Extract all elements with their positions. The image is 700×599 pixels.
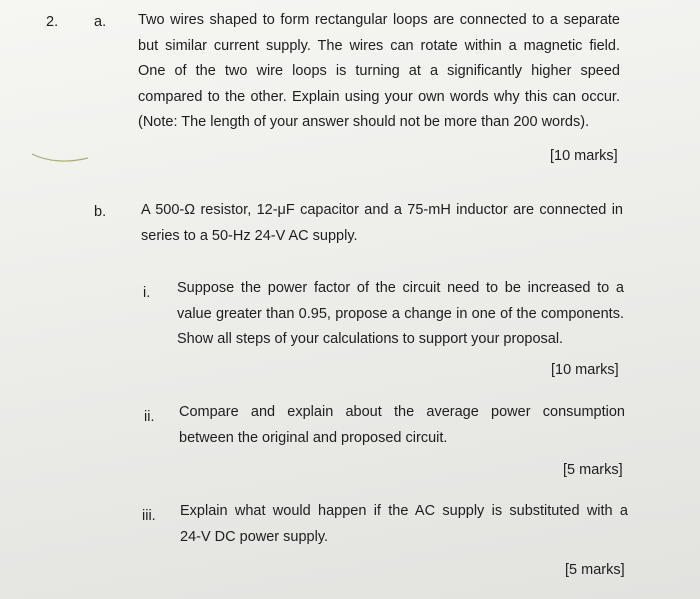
part-a-line: but similar current supply. The wires can rotate within a magnetic field.: [138, 37, 620, 54]
part-b-iii-text: [180, 499, 628, 550]
part-a-text: [138, 8, 620, 136]
part-a-line: One of the two wire loops is turning at a significantly higher speed: [138, 63, 620, 80]
part-a-line: compared to the other. Explain using your own words why this can occur.: [138, 88, 620, 105]
part-b-ii-marks: [5 marks]: [563, 462, 623, 478]
part-b-i-line: Show all steps of your calculations to support your proposal.: [177, 331, 564, 348]
part-b-ii-line: Compare and explain about the average power consumption: [179, 404, 625, 420]
part-b-line: series to a 50-Hz 24-V AC supply.: [141, 227, 358, 244]
part-b-text: [141, 198, 623, 249]
part-a-line: (Note: The length of your answer should not be more than 200 words).: [138, 114, 590, 131]
part-b-i-text: [177, 276, 624, 353]
part-b-iii-line: 24-V DC power supply.: [180, 528, 329, 545]
part-b-i-label: i.: [143, 285, 151, 301]
part-b-iii-label: iii.: [142, 508, 156, 524]
part-b-i-marks: [10 marks]: [551, 362, 619, 378]
part-b-ii-label: ii.: [144, 409, 155, 425]
part-a-label: a.: [94, 14, 107, 30]
part-b-i-line: value greater than 0.95, propose a change in one of the components.: [177, 305, 624, 322]
pen-mark: [30, 150, 90, 164]
part-b-iii-marks: [5 marks]: [565, 562, 625, 578]
part-b-iii-line: Explain what would happen if the AC supply is substituted with a: [180, 503, 628, 519]
part-b-i-line: Suppose the power factor of the circuit need to be increased to a: [177, 280, 624, 296]
question-number: 2.: [46, 14, 59, 30]
part-b-label: b.: [94, 204, 107, 220]
part-b-ii-text: [179, 400, 625, 451]
part-a-marks: [10 marks]: [550, 148, 618, 164]
part-b-line: A 500-Ω resistor, 12-μF capacitor and a 75-mH inductor are connected in: [141, 202, 623, 218]
part-b-ii-line: between the original and proposed circuit.: [179, 429, 448, 446]
part-a-line: Two wires shaped to form rectangular loops are connected to a separate: [138, 12, 620, 28]
